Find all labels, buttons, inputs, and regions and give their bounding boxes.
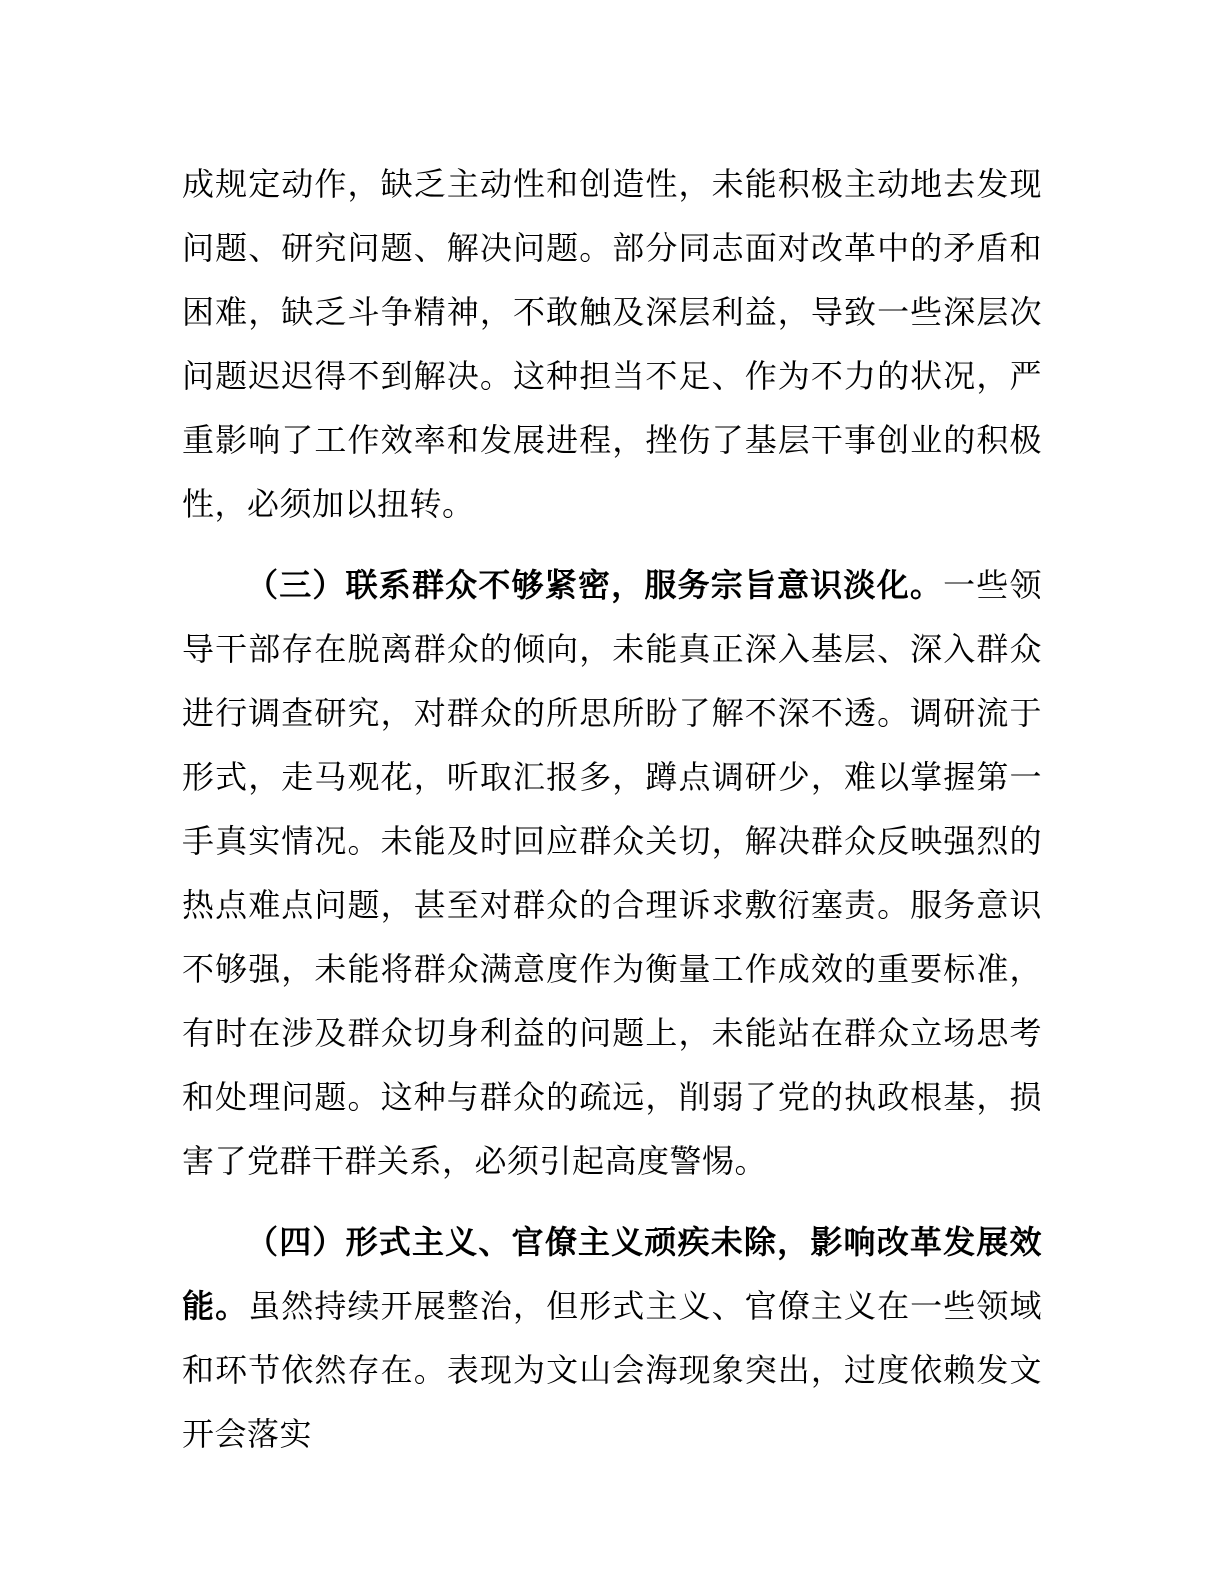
paragraph-section-4 [182,1210,1042,1466]
paragraph-section-3 [182,553,1042,1193]
paragraph-continuation [182,152,1042,536]
text-run: 成规定动作，缺乏主动性和创造性，未能积极主动地去发现问题、研究问题、解决问题。部分同志面对改革中的矛盾和困难，缺乏斗争精神，不敢触及深层利益，导致一些深层次问题迟迟得不到解决。这种担当不足、作为不力的状况，严重影响了工作效率和发展进程，挫伤了基层干事创业的积极性，必须加以扭转。 [182,166,1042,522]
text-body [182,152,1042,1466]
heading-run: （三）联系群众不够紧密，服务宗旨意识淡化。 [246,567,944,603]
text-run: 虽然持续开展整治，但形式主义、官僚主义在一些领域和环节依然存在。表现为文山会海现象突出，过度依赖发文开会落实 [182,1288,1042,1452]
text-run: 一些领导干部存在脱离群众的倾向，未能真正深入基层、深入群众进行调查研究，对群众的所思所盼了解不深不透。调研流于形式，走马观花，听取汇报多，蹲点调研少，难以掌握第一手真实情况。未能及时回应群众关切，解决群众反映强烈的热点难点问题，甚至对群众的合理诉求敷衍塞责。服务意识不够强，未能将群众满意度作为衡量工作成效的重要标准，有时在涉及群众切身利益的问题上，未能站在群众立场思考和处理问题。这种与群众的疏远，削弱了党的执政根基，损害了党群干群关系，必须引起高度警惕。 [182,567,1042,1179]
heading-run: （四）形式主义、官僚主义顽疾未除，影响改革发展效能。 [182,1224,1042,1324]
